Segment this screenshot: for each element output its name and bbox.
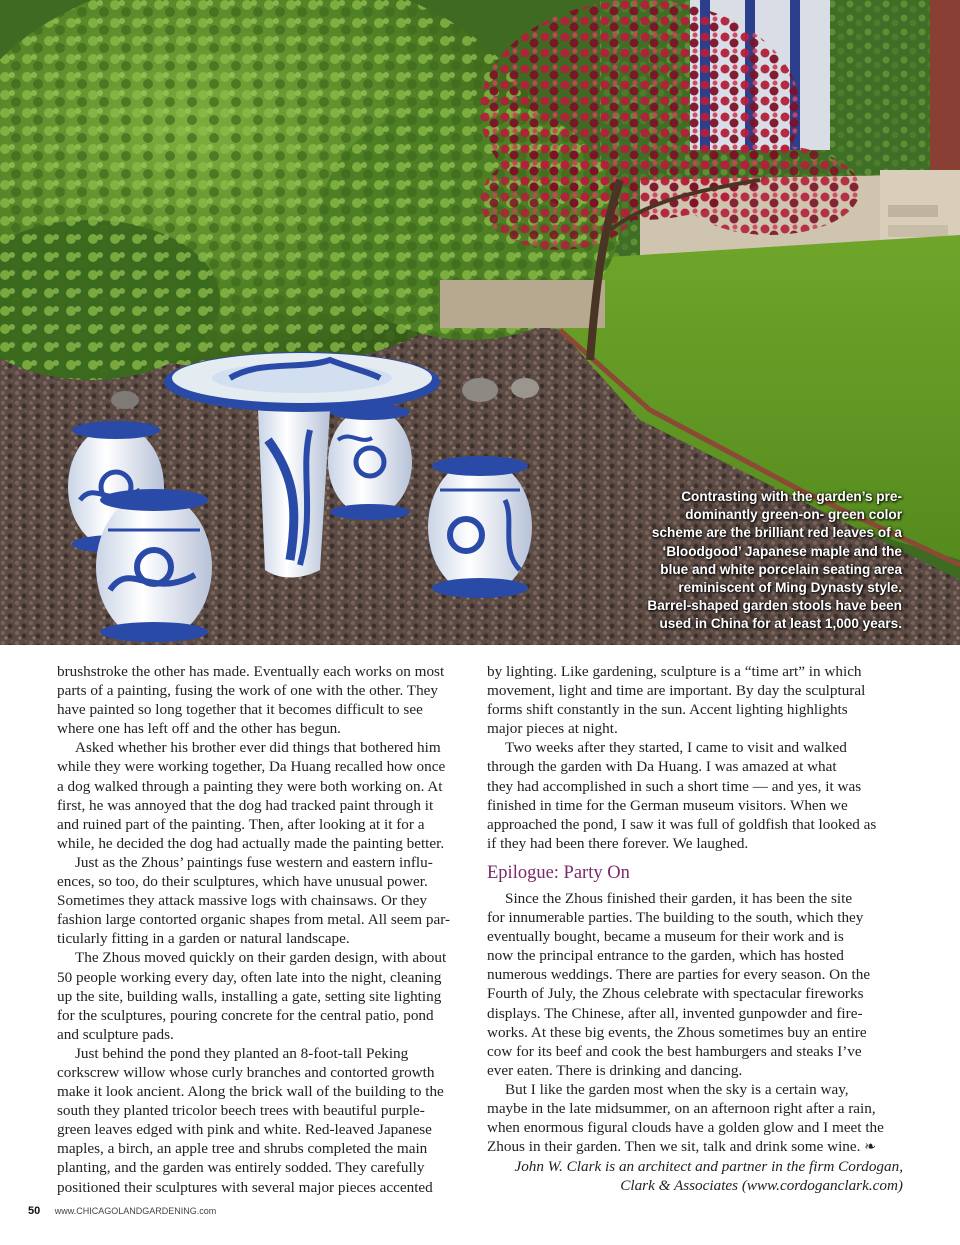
text-line [487,757,903,776]
text-line [57,910,473,929]
text-line-content: by lighting. Like gardening, sculpture is a “time art” in which [487,663,862,680]
text-line [487,681,903,700]
text-line [487,984,903,1003]
text-line [57,968,473,987]
text-line [57,1082,473,1101]
text-line [57,853,473,872]
text-line [487,834,903,853]
text-line-content: up the site, building walls, installing a gate, setting site lighting [57,987,442,1005]
text-line [57,987,473,1006]
text-line-content: for innumerable parties. The building to the south, which they [487,909,864,927]
text-line [57,1158,473,1177]
text-line-content: Since the Zhous finished their garden, it has been the site [505,889,853,907]
text-line [487,1080,903,1099]
text-line [487,815,903,834]
text-line-content: works. At these big events, the Zhous sometimes buy an entire [487,1023,867,1041]
text-line-content: green leaves edged with pink and white. Red-leaved Japanese [57,1121,432,1139]
text-line [57,1044,473,1063]
text-line [487,927,903,946]
author-byline: Clark & Associates (www.cordoganclark.com) [620,1177,903,1195]
text-line-content: major pieces at night. [487,720,618,738]
text-line-content: positioned their sculptures with several major pieces accented [57,1178,433,1196]
text-line [487,946,903,965]
text-line-content: a dog walked through a painting they were both working on. At [57,777,443,795]
article-column-left [57,662,473,1197]
text-line [487,719,903,738]
caption-line: used in China for at least 1,000 years. [659,616,902,632]
text-line [57,700,473,719]
text-line-content: they had accomplished in such a short time — and yes, it was [487,777,862,795]
text-line [487,1023,903,1042]
text-line [57,796,473,815]
text-line-content: movement, light and time are important. By day the sculptural [487,682,866,700]
text-line-content: numerous weddings. There are parties for every season. On the [487,966,871,984]
text-line-content: south they planted tricolor beech trees with beautiful purple- [57,1102,425,1120]
text-line-content: make it look ancient. Along the brick wall of the building to the [57,1083,444,1101]
text-line-content: maples, a birch, an apple tree and shrubs completed the main [57,1140,428,1158]
text-line [487,777,903,796]
text-line [57,738,473,757]
caption-line: reminiscent of Ming Dynasty style. [678,580,902,596]
text-line-content: while, he decided the dog had actually made the painting better. [57,834,445,852]
text-line-content: through the garden with Da Huang. I was amazed at what [487,758,837,776]
text-line-content: Just behind the pond they planted an 8-foot-tall Peking [75,1044,409,1062]
text-line [57,815,473,834]
text-line [487,908,903,927]
text-line-content: while they were working together, Da Huang recalled how once [57,758,446,776]
text-line-content: Zhous in their garden. Then we sit, talk and drink some wine. [487,1138,861,1156]
text-line [57,1025,473,1044]
text-line [487,738,903,757]
text-line [487,889,903,908]
text-line-content: fashion large contorted organic shapes from metal. All seem par- [57,911,451,929]
text-line-content: 50 people working every day, often late into the night, cleaning [57,968,442,986]
caption-line: Contrasting with the garden’s pre- [681,489,902,504]
caption-line: ‘Bloodgood’ Japanese maple and the [662,543,902,559]
text-line-content: where one has left off and the other has begun. [57,720,341,738]
text-line [57,1006,473,1025]
text-line-content: corkscrew willow whose curly branches and contorted growth [57,1063,435,1081]
text-line-content: Asked whether his brother ever did things that bothered him [75,739,441,757]
text-line-content: first, he was annoyed that the dog had tracked paint through it [57,796,434,814]
text-line-content: displays. The Chinese, after all, invented gunpowder and fire- [487,1004,863,1022]
text-line-content: parts of a painting, fusing the work of one with the other. They [57,682,439,700]
text-line [487,796,903,815]
text-line-content: Sometimes they attack massive logs with chainsaws. Or they [57,892,427,910]
text-line-content: ever eaten. There is drinking and dancing. [487,1061,743,1079]
text-line-content: approached the pond, I saw it was full of goldfish that looked as [487,815,877,833]
text-line [487,700,903,719]
text-line-content: finished in time for the German museum visitors. When we [487,796,848,814]
right-column-body [487,662,903,853]
text-line-content: Two weeks after they started, I came to visit and walked [505,739,847,757]
text-line [57,757,473,776]
text-line-content: when enormous figural clouds have a golden glow and I meet the [487,1119,884,1137]
text-line [487,1042,903,1061]
caption-line: blue and white porcelain seating area [660,561,902,577]
text-line [57,681,473,700]
text-line [487,1061,903,1080]
epilogue-body [487,889,903,1157]
caption-line: dominantly green-on- green color [685,507,902,523]
text-line-content: ences, so too, do their sculptures, which have unusual power. [57,873,428,891]
text-line-content: now the principal entrance to the garden, which has hosted [487,947,844,965]
text-line [487,1099,903,1118]
text-line [487,1118,903,1137]
text-line-content: forms shift constantly in the sun. Accent lighting highlights [487,701,848,719]
text-line-content: maybe in the late midsummer, on an afternoon right after a rain, [487,1099,876,1117]
text-line-content: and sculpture pads. [57,1025,174,1043]
text-line [57,777,473,796]
text-line [487,662,903,681]
caption-line: scheme are the brilliant red leaves of a [651,525,902,541]
text-line [57,948,473,967]
text-line [57,891,473,910]
text-line [57,1120,473,1139]
caption-line: Barrel-shaped garden stools have been [647,598,902,614]
text-line-content: planting, and the garden was entirely sodded. They carefully [57,1159,425,1177]
text-line-content: Just as the Zhous’ paintings fuse western and eastern influ- [75,853,433,871]
text-line-content: for the sculptures, pouring concrete for the central patio, pond [57,1006,434,1024]
page-number: 50 [28,1205,41,1217]
text-line-content: But I like the garden most when the sky is a certain way, [505,1080,849,1098]
text-line [487,965,903,984]
text-line-content: eventually bought, became a museum for their work and is [487,928,844,946]
author-byline: John W. Clark is an architect and partner in the firm Cordogan, [514,1158,903,1176]
text-line [57,1139,473,1158]
photo-caption [602,488,902,634]
text-line [57,719,473,738]
end-ornament-icon: ❧ [864,1140,876,1156]
article-column-right [487,662,903,1195]
text-line [57,1101,473,1120]
text-line-content: and ruined part of the painting. Then, after looking at it for a [57,815,425,833]
text-line [57,1063,473,1082]
footer-website[interactable]: www.CHICAGOLANDGARDENING.com [54,1206,217,1216]
text-line-content: cow for its beef and cook the best hamburgers and steaks I’ve [487,1042,862,1060]
text-line [57,1178,473,1197]
text-line [487,1004,903,1023]
text-line-content: brushstroke the other has made. Eventually each works on most [57,663,445,680]
section-subhead: Epilogue: Party On [487,862,630,883]
page-footer [28,1205,216,1217]
text-line [57,662,473,681]
text-line-content: ticularly fitting in a garden or natural landscape. [57,930,350,948]
text-line-content: Fourth of July, the Zhous celebrate with spectacular fireworks [487,985,864,1003]
text-line [57,834,473,853]
text-line [487,1137,903,1157]
text-line [57,929,473,948]
text-line [57,872,473,891]
text-line-content: if they had been there forever. We laughed. [487,834,749,852]
text-line-content: have painted so long together that it becomes difficult to see [57,701,423,719]
text-line-content: The Zhous moved quickly on their garden design, with about [75,949,447,967]
